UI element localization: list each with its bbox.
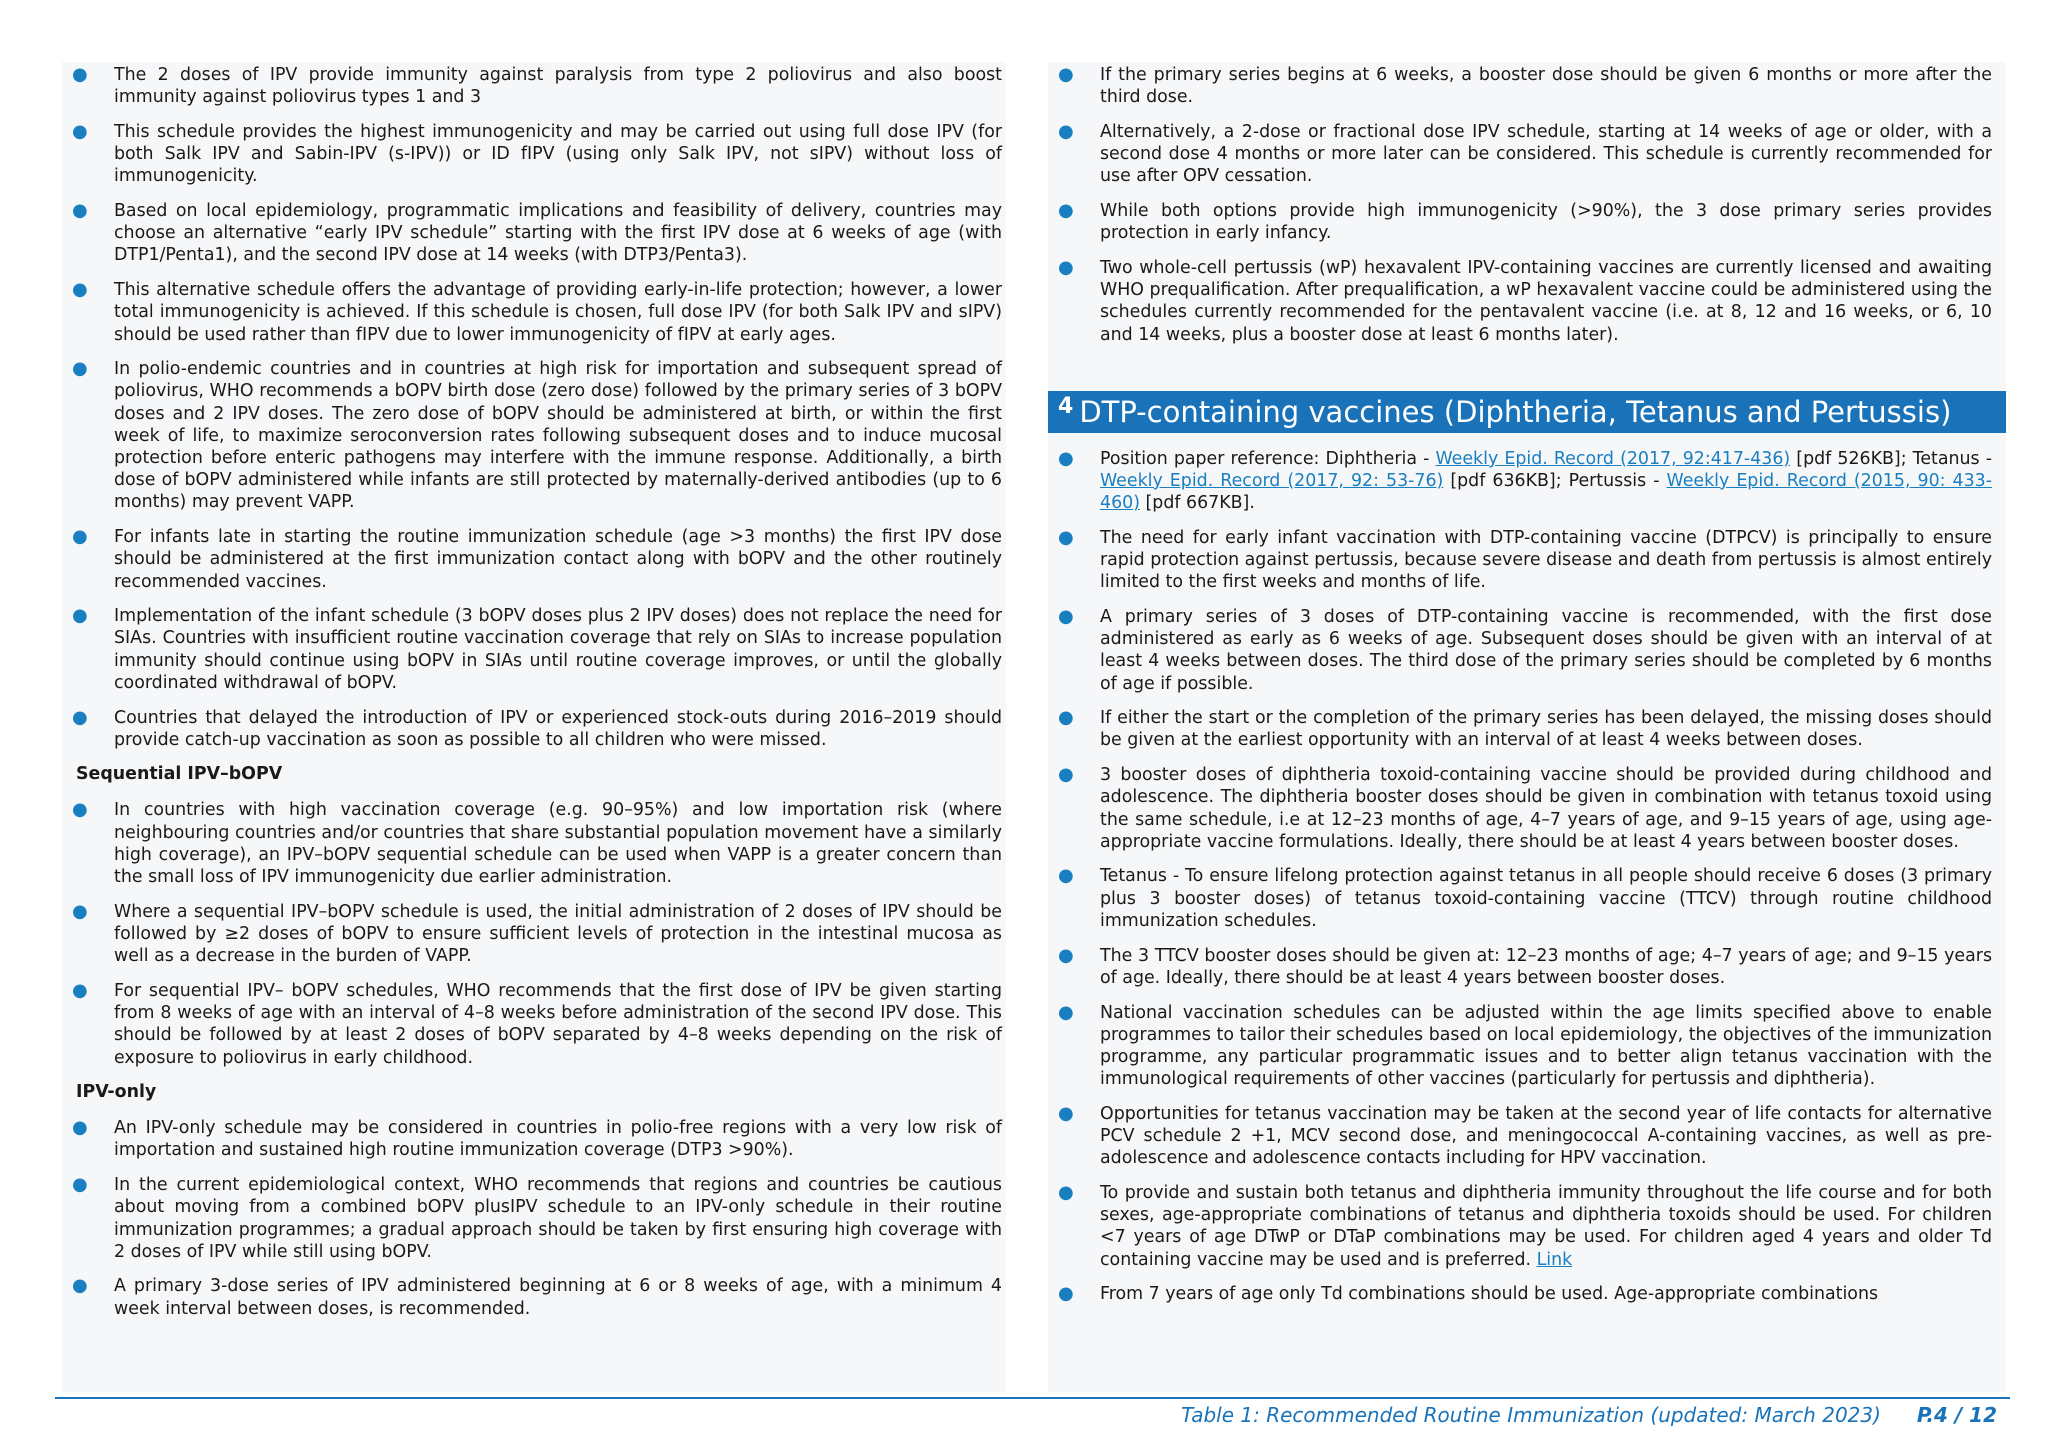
list-item-text: From 7 years of age only Td combinations should be used. Age-appropriate combinations bbox=[1100, 1284, 1879, 1305]
right-column bbox=[1048, 62, 2006, 1392]
bullet-icon: ● bbox=[1058, 865, 1074, 887]
bullet-icon: ● bbox=[1058, 64, 1074, 85]
list-item bbox=[1056, 527, 1992, 594]
list-item-text: Alternatively, a 2-dose or fractional dose IPV schedule, starting at 14 weeks of age or older, with a second dose 4 months or more later can be considered. This schedule is currently recommended for use after OPV cessation. bbox=[1100, 121, 1992, 187]
section-title: DTP-containing vaccines (Diphtheria, Tetanus and Pertussis) bbox=[1079, 394, 1952, 429]
list-item bbox=[70, 1174, 1002, 1263]
list-item bbox=[70, 799, 1002, 888]
list-item-text: 3 booster doses of diphtheria toxoid-containing vaccine should be provided during childhood and adolescence. The diphtheria booster doses should be given in combination with tetanus toxoid using the same schedule, i.e at 12–23 months of age, 4–7 years of age, and 9–15 years of age, using age-appropriate vaccine formulations. Ideally, there should be at least 4 years between booster doses. bbox=[1100, 765, 1992, 852]
list-item bbox=[1056, 121, 1992, 188]
bullet-icon: ● bbox=[1058, 526, 1074, 548]
page-footer bbox=[1181, 1403, 1997, 1427]
bullet-icon: ● bbox=[72, 1174, 88, 1196]
bullet-icon: ● bbox=[72, 706, 88, 728]
bullet-icon: ● bbox=[1058, 120, 1074, 142]
list-item-text: If either the start or the completion of the primary series has been delayed, the missing doses should be given at the earliest opportunity with an interval of at least 4 weeks between doses. bbox=[1100, 708, 1992, 751]
list-item bbox=[1056, 865, 1992, 932]
position-text-1: Position paper reference: Diphtheria - bbox=[1100, 448, 1436, 469]
footer-divider bbox=[55, 1397, 2010, 1399]
list-item bbox=[70, 605, 1002, 694]
bullet-icon: ● bbox=[72, 1275, 88, 1297]
footer-caption: Table 1: Recommended Routine Immunization (updated: March 2023) bbox=[1181, 1403, 1881, 1427]
bullet-icon: ● bbox=[72, 279, 88, 301]
subheading-sequential: Sequential IPV–bOPV bbox=[76, 764, 283, 785]
td-link[interactable]: Link bbox=[1536, 1249, 1573, 1270]
bullet-icon: ● bbox=[1058, 200, 1074, 222]
list-item bbox=[1056, 1002, 1992, 1091]
list-item bbox=[70, 1275, 1002, 1319]
list-item-text: Two whole-cell pertussis (wP) hexavalent IPV-containing vaccines are currently licensed and awaiting WHO prequalification. After prequalification, a wP hexavalent vaccine could be administered using the schedules currently recommended for the pentavalent vaccine (i.e. at 8, 12 and 16 weeks, or 6, 10 and 14 weeks, plus a booster dose at least 6 months later). bbox=[1100, 257, 1992, 345]
bullet-icon: ● bbox=[1058, 1001, 1074, 1023]
position-text-3: [pdf 636KB]; Pertussis - bbox=[1443, 470, 1667, 491]
bullet-icon: ● bbox=[1058, 1283, 1074, 1305]
bullet-icon: ● bbox=[72, 605, 88, 627]
bullet-icon: ● bbox=[1058, 605, 1074, 627]
list-item bbox=[1056, 945, 1992, 989]
list-item bbox=[70, 980, 1002, 1069]
list-item-text: Tetanus - To ensure lifelong protection against tetanus in all people should receive 6 doses (3 primary plus 3 booster doses) of tetanus toxoid-containing vaccine (TTCV) through routine childhood immunization schedules. bbox=[1100, 866, 1992, 931]
bullet-icon: ● bbox=[1058, 707, 1074, 729]
list-item-text: Where a sequential IPV–bOPV schedule is used, the initial administration of 2 doses of IPV should be followed by ≥2 doses of bOPV to ensure sufficient levels of protection in the intestinal mucosa as well as a decrease in the burden of VAPP. bbox=[114, 901, 1002, 967]
tetanus-record-link[interactable]: Weekly Epid. Record (2017, 92: 53-76) bbox=[1100, 470, 1444, 491]
bullet-icon: ● bbox=[72, 900, 88, 922]
bullet-icon: ● bbox=[72, 799, 88, 821]
list-item bbox=[70, 1117, 1002, 1161]
bullet-icon: ● bbox=[72, 200, 88, 222]
list-item bbox=[70, 707, 1002, 751]
list-item-text: Implementation of the infant schedule (3 bOPV doses plus 2 IPV doses) does not replace the need for SIAs. Countries with insufficient routine vaccination coverage that rely on SIAs to increase population immunity should continue using bOPV in SIAs until routine coverage improves, or until the globally coordinated withdrawal of bOPV. bbox=[114, 606, 1002, 693]
bullet-icon: ● bbox=[72, 979, 88, 1001]
bullet-icon: ● bbox=[72, 64, 88, 85]
list-item-text: The 3 TTCV booster doses should be given at: 12–23 months of age; 4–7 years of age; and 9–15 years of age. Ideally, there should be at least 4 years between booster doses. bbox=[1100, 945, 1992, 988]
list-item bbox=[1056, 200, 1992, 244]
list-item bbox=[1056, 606, 1992, 695]
list-item-text: To provide and sustain both tetanus and diphtheria immunity throughout the life course and for both sexes, age-appropriate combinations of tetanus and diphtheria toxoids should be used. For children <7 years of age DTwP or DTaP combinations may be used. For children aged 4 years and older Td containing vaccine may be used and is preferred. bbox=[1100, 1182, 1992, 1270]
dtp-bullet-list bbox=[1056, 448, 1992, 1306]
bullet-icon: ● bbox=[1058, 764, 1074, 786]
section-header-dtp bbox=[1048, 391, 2006, 433]
list-item-text: In the current epidemiological context, WHO recommends that regions and countries be cautious about moving from a combined bOPV plusIPV schedule to an IPV-only schedule in their routine immunization programmes; a gradual approach should be taken by first ensuring high coverage with 2 doses of IPV while still using bOPV. bbox=[114, 1175, 1002, 1262]
list-item-text: A primary 3-dose series of IPV administered beginning at 6 or 8 weeks of age, with a minimum 4 week interval between doses, is recommended. bbox=[114, 1276, 1002, 1319]
list-item-text: This alternative schedule offers the advantage of providing early-in-life protection; however, a lower total immunogenicity is achieved. If this schedule is chosen, full dose IPV (for both Salk IPV and sIPV) should be used rather than fIPV due to lower immunogenicity of fIPV at early ages. bbox=[114, 280, 1002, 345]
bullet-icon: ● bbox=[72, 120, 88, 142]
polio-bullet-list-b bbox=[70, 799, 1002, 1068]
ipv-bullet-list bbox=[1056, 64, 1992, 346]
list-item bbox=[70, 279, 1002, 346]
position-text-2: [pdf 526KB]; Tetanus - bbox=[1790, 448, 1992, 469]
list-item bbox=[1056, 1103, 1992, 1170]
list-item-text: An IPV-only schedule may be considered in countries in polio-free regions with a very low risk of importation and sustained high routine immunization coverage (DTP3 >90%). bbox=[114, 1118, 1002, 1161]
list-item bbox=[70, 358, 1002, 513]
list-item bbox=[70, 200, 1002, 267]
list-item bbox=[1056, 1283, 1992, 1305]
left-column bbox=[62, 62, 1006, 1392]
list-item-text: If the primary series begins at 6 weeks, a booster dose should be given 6 months or more after the third dose. bbox=[1100, 65, 1992, 108]
list-item-text: A primary series of 3 doses of DTP-containing vaccine is recommended, with the first dose administered as early as 6 weeks of age. Subsequent doses should be given with an interval of at least 4 weeks between doses. The third dose of the primary series should be completed by 6 months of age if possible. bbox=[1100, 606, 1992, 694]
list-item-position-paper bbox=[1056, 448, 1992, 515]
diphtheria-record-link[interactable]: Weekly Epid. Record (2017, 92:417-436) bbox=[1435, 448, 1791, 469]
bullet-icon: ● bbox=[72, 526, 88, 548]
subheading-ipv-only: IPV-only bbox=[76, 1082, 157, 1103]
list-item-text: The 2 doses of IPV provide immunity against paralysis from type 2 poliovirus and also boost immunity against poliovirus types 1 and 3 bbox=[114, 65, 1002, 108]
list-item-text: Opportunities for tetanus vaccination may be taken at the second year of life contacts for alternative PCV schedule 2 +1, MCV second dose, and meningococcal A-containing vaccines, as well as pre-adolescence and adolescence contacts including for HPV vaccination. bbox=[1100, 1103, 1992, 1169]
pertussis-record-link[interactable]: Weekly Epid. Record (2015, 90: 433-460) bbox=[1100, 470, 1992, 514]
bullet-icon: ● bbox=[1058, 447, 1074, 469]
list-item bbox=[1056, 64, 1992, 108]
list-item bbox=[1056, 257, 1992, 346]
list-item bbox=[70, 64, 1002, 108]
bullet-icon: ● bbox=[1058, 1181, 1074, 1203]
bullet-icon: ● bbox=[1058, 944, 1074, 966]
position-text-4: [pdf 667KB]. bbox=[1139, 493, 1255, 514]
list-item-text: In polio-endemic countries and in countries at high risk for importation and subsequent spread of poliovirus, WHO recommends a bOPV birth dose (zero dose) followed by the primary series of 3 bOPV doses and 2 IPV doses. The zero dose of bOPV should be administered at birth, or within the first week of life, to maximize seroconversion rates following subsequent doses and to induce mucosal protection before enteric pathogens may interfere with the immune response. Additionally, a birth dose of bOPV administered while infants are still protected by maternally-derived antibodies (up to 6 months) may prevent VAPP. bbox=[114, 359, 1002, 513]
section-number: 4 bbox=[1058, 394, 1074, 420]
list-item-text: National vaccination schedules can be adjusted within the age limits specified above to enable programmes to tailor their schedules based on local epidemiology, the objectives of the immunization programme, any particular programmatic issues and to better align tetanus vaccination with the immunological requirements of other vaccines (particularly for pertussis and diphtheria). bbox=[1100, 1002, 1992, 1090]
list-item-text: Based on local epidemiology, programmatic implications and feasibility of delivery, countries may choose an alternative “early IPV schedule” starting with the first IPV dose at 6 weeks of age (with DTP1/Penta1), and the second IPV dose at 14 weeks (with DTP3/Penta3). bbox=[114, 201, 1002, 266]
list-item bbox=[70, 526, 1002, 593]
list-item-text: In countries with high vaccination coverage (e.g. 90–95%) and low importation risk (where neighbouring countries and/or countries that share substantial population movement have a similarly high coverage), an IPV–bOPV sequential schedule can be used when VAPP is a greater concern than the small loss of IPV immunogenicity due earlier administration. bbox=[114, 800, 1002, 888]
bullet-icon: ● bbox=[1058, 256, 1074, 278]
list-item-sustain bbox=[1056, 1182, 1992, 1271]
list-item bbox=[1056, 707, 1992, 751]
list-item-text: For infants late in starting the routine immunization schedule (age >3 months) the first IPV dose should be administered at the first immunization contact along with bOPV and the other routinely recommended vaccines. bbox=[114, 527, 1002, 592]
list-item-text: For sequential IPV– bOPV schedules, WHO recommends that the first dose of IPV be given starting from 8 weeks of age with an interval of 4–8 weeks before administration of the second IPV dose. This should be followed by at least 2 doses of bOPV separated by 4–8 weeks depending on the risk of exposure to poliovirus in early childhood. bbox=[114, 980, 1002, 1068]
list-item-text: This schedule provides the highest immunogenicity and may be carried out using full dose IPV (for both Salk IPV and Sabin-IPV (s-IPV)) or ID fIPV (using only Salk IPV, not sIPV) without loss of immunogenicity. bbox=[114, 121, 1002, 187]
list-item-text: The need for early infant vaccination with DTP-containing vaccine (DTPCV) is principally to ensure rapid protection against pertussis, because severe disease and death from pertussis is almost entirely limited to the first weeks and months of life. bbox=[1100, 527, 1992, 593]
polio-bullet-list-a bbox=[70, 64, 1002, 751]
list-item bbox=[70, 121, 1002, 188]
polio-bullet-list-c bbox=[70, 1117, 1002, 1320]
bullet-icon: ● bbox=[72, 358, 88, 380]
list-item-text: Countries that delayed the introduction of IPV or experienced stock-outs during 2016–2019 should provide catch-up vaccination as soon as possible to all children who were missed. bbox=[114, 707, 1002, 750]
list-item bbox=[70, 901, 1002, 968]
list-item bbox=[1056, 764, 1992, 853]
list-item-text: While both options provide high immunogenicity (>90%), the 3 dose primary series provides protection in early infancy. bbox=[1100, 201, 1992, 244]
bullet-icon: ● bbox=[1058, 1102, 1074, 1124]
page-number: P.4 / 12 bbox=[1916, 1403, 1997, 1427]
bullet-icon: ● bbox=[72, 1117, 88, 1139]
